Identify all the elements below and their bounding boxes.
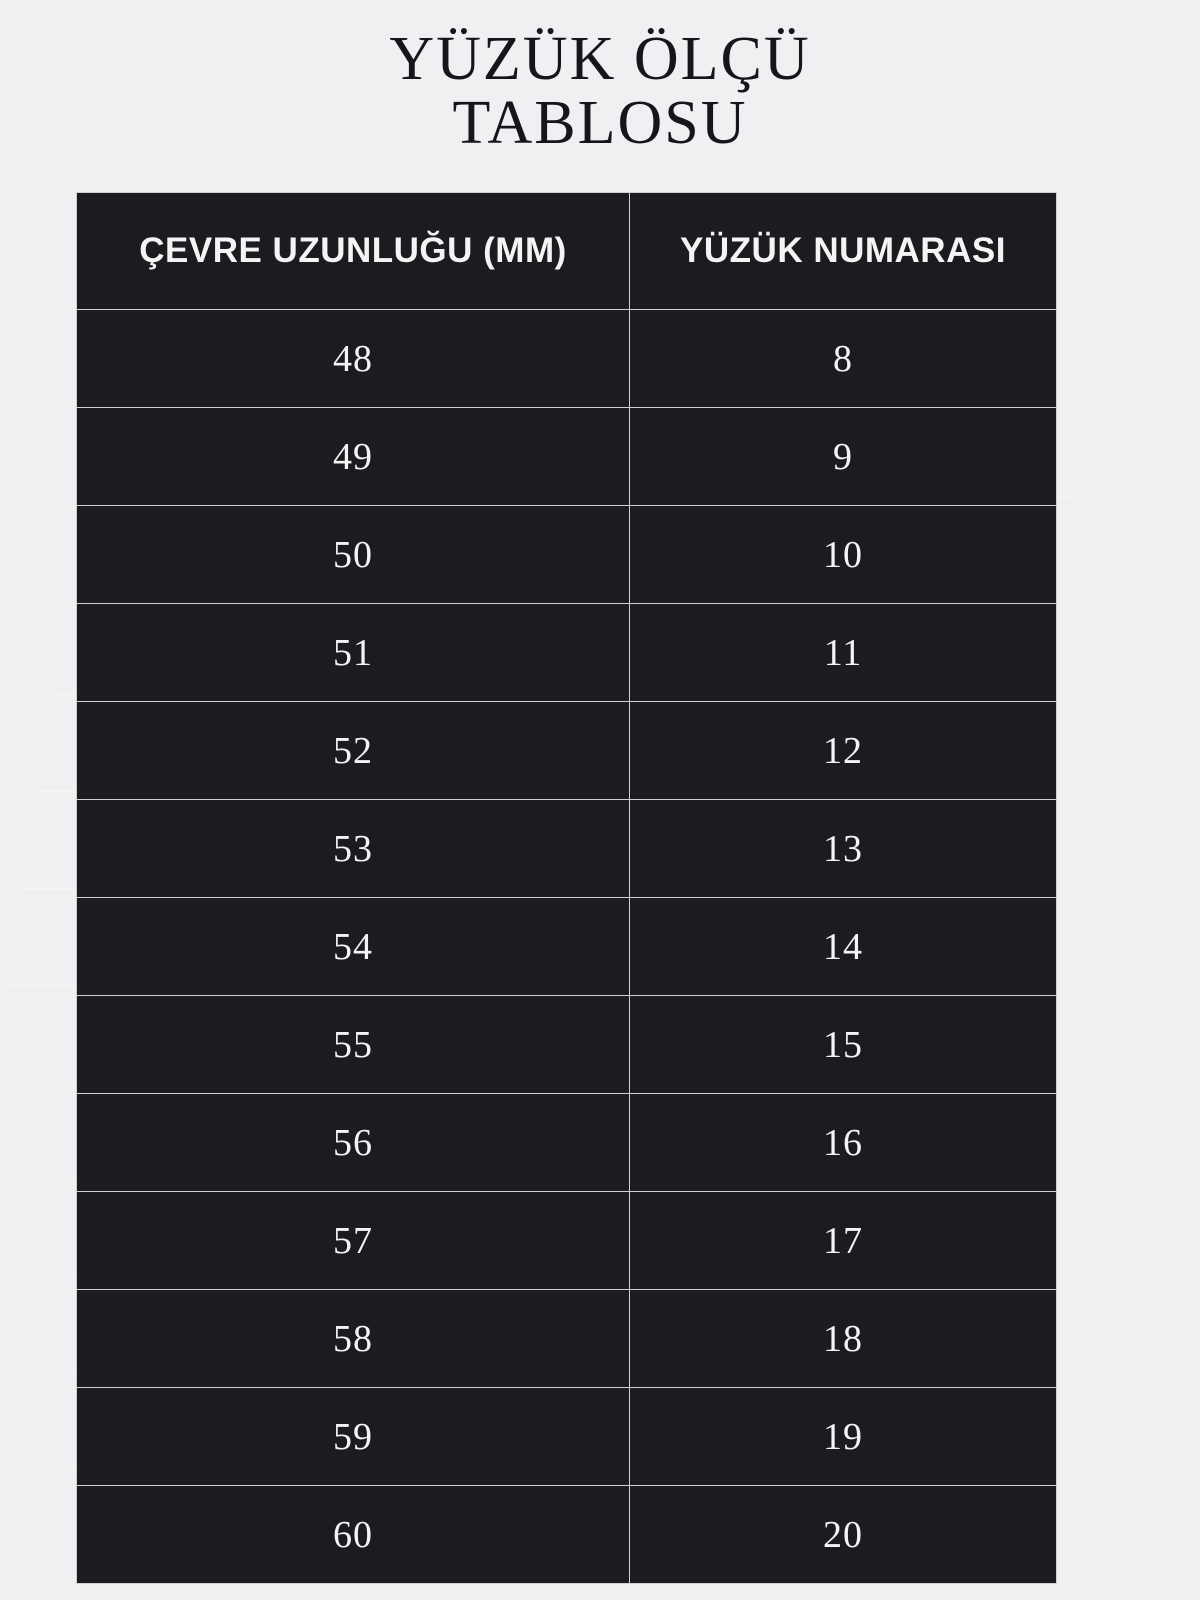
cell-circumference: 58 xyxy=(77,1290,630,1388)
cell-ring-size: 8 xyxy=(630,310,1057,408)
cell-ring-size: 11 xyxy=(630,604,1057,702)
page-title xyxy=(0,25,1200,157)
table-body xyxy=(77,310,1057,1584)
cell-ring-size: 15 xyxy=(630,996,1057,1094)
cell-ring-size: 10 xyxy=(630,506,1057,604)
size-table-container xyxy=(76,192,1056,1584)
table-row xyxy=(77,310,1057,408)
cell-ring-size: 16 xyxy=(630,1094,1057,1192)
page-title-line-2: TABLOSU xyxy=(452,88,748,157)
cell-circumference: 53 xyxy=(77,800,630,898)
cell-ring-size: 14 xyxy=(630,898,1057,996)
table-row xyxy=(77,1486,1057,1584)
cell-circumference: 59 xyxy=(77,1388,630,1486)
table-row xyxy=(77,1094,1057,1192)
table-row xyxy=(77,408,1057,506)
cell-circumference: 60 xyxy=(77,1486,630,1584)
column-header-circumference: ÇEVRE UZUNLUĞU (MM) xyxy=(77,193,630,310)
cell-ring-size: 13 xyxy=(630,800,1057,898)
table-row xyxy=(77,506,1057,604)
cell-ring-size: 18 xyxy=(630,1290,1057,1388)
cell-circumference: 55 xyxy=(77,996,630,1094)
cell-circumference: 51 xyxy=(77,604,630,702)
cell-circumference: 54 xyxy=(77,898,630,996)
cell-ring-size: 17 xyxy=(630,1192,1057,1290)
cell-circumference: 56 xyxy=(77,1094,630,1192)
page-title-line-1: YÜZÜK ÖLÇÜ xyxy=(389,25,811,93)
table-row xyxy=(77,1192,1057,1290)
cell-ring-size: 9 xyxy=(630,408,1057,506)
table-row xyxy=(77,604,1057,702)
cell-circumference: 50 xyxy=(77,506,630,604)
column-header-ring-size: YÜZÜK NUMARASI xyxy=(630,193,1057,310)
table-header xyxy=(77,193,1057,310)
cell-ring-size: 19 xyxy=(630,1388,1057,1486)
table-row xyxy=(77,702,1057,800)
cell-ring-size: 20 xyxy=(630,1486,1057,1584)
cell-circumference: 49 xyxy=(77,408,630,506)
cell-circumference: 48 xyxy=(77,310,630,408)
table-row xyxy=(77,1290,1057,1388)
cell-circumference: 52 xyxy=(77,702,630,800)
table-header-row xyxy=(77,193,1057,310)
table-row xyxy=(77,800,1057,898)
table-row xyxy=(77,996,1057,1094)
ring-size-table xyxy=(76,192,1057,1584)
cell-circumference: 57 xyxy=(77,1192,630,1290)
cell-ring-size: 12 xyxy=(630,702,1057,800)
table-row xyxy=(77,1388,1057,1486)
table-row xyxy=(77,898,1057,996)
